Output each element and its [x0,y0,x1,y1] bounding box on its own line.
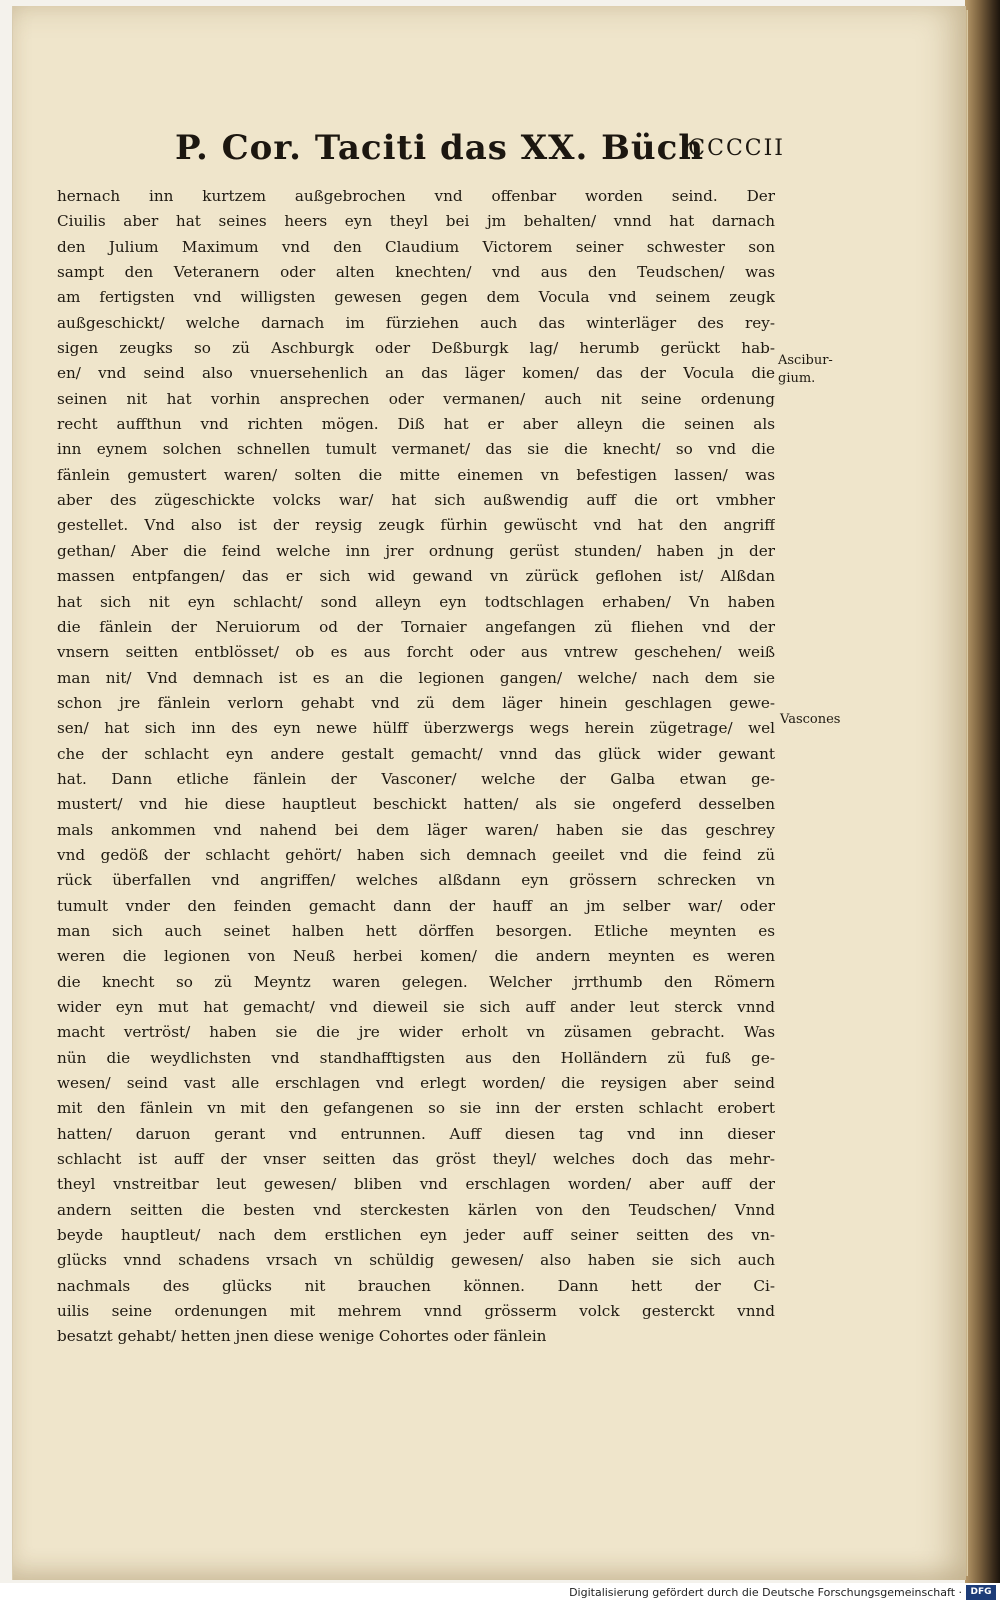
text-line: rück überfallen vnd angriffen/ welches alßdann eyn grössern schrecken vn [57,871,775,890]
text-line: am fertigsten vnd willigsten gewesen gegen dem Vocula vnd seinem zeugk [57,288,775,307]
text-line: theyl vnstreitbar leut gewesen/ bliben vnd erschlagen worden/ aber auff der [57,1175,775,1194]
text-line: inn eynem solchen schnellen tumult vermanet/ das sie die knecht/ so vnd die [57,440,775,459]
text-line: macht vertröst/ haben sie die jre wider erholt vn züsamen gebracht. Was [57,1023,775,1042]
text-line: nachmals des glücks nit brauchen können. Dann hett der Ci- [57,1276,775,1295]
running-head [175,128,785,180]
text-line: mustert/ vnd hie diese hauptleut beschickt hatten/ als sie ongeferd desselben [57,795,775,814]
text-line: fänlein gemustert waren/ solten die mitte einemen vn befestigen lassen/ was [57,465,775,484]
footer-bar [0,1583,1000,1603]
text-line: vnd gedöß der schlacht gehört/ haben sich demnach geeilet vnd die feind zü [57,845,775,864]
text-line: recht auffthun vnd richten mögen. Diß hat er aber alleyn die seinen als [57,415,775,434]
book-spine [965,0,1000,1583]
text-line: gestellet. Vnd also ist der reysig zeugk fürhin gewüscht vnd hat den angriff [57,516,775,535]
text-line: Ciuilis aber hat seines heers eyn theyl bei jm behalten/ vnnd hat darnach [57,212,775,231]
text-line: die fänlein der Neruiorum od der Tornaier angefangen zü fliehen vnd der [57,617,775,636]
text-line: wesen/ seind vast alle erschlagen vnd erlegt worden/ die reysigen aber seind [57,1074,775,1093]
text-line: che der schlacht eyn andere gestalt gemacht/ vnnd das glück wider gewant [57,744,775,763]
footer-credit: Digitalisierung gefördert durch die Deutsche Forschungsgemeinschaft · [569,1586,962,1599]
text-line: sen/ hat sich inn des eyn newe hülff überzwergs wegs herein zügetrage/ wel [57,719,775,738]
text-line: die knecht so zü Meyntz waren gelegen. Welcher jrrthumb den Römern [57,972,775,991]
dfg-logo: DFG [966,1585,996,1600]
text-line: mit den fänlein vn mit den gefangenen so sie inn der ersten schlacht erobert [57,1099,775,1118]
margin-note-vascones: Vascones [780,712,841,727]
text-line: schlacht ist auff der vnser seitten das gröst theyl/ welches doch das mehr- [57,1150,775,1169]
text-line: hat sich nit eyn schlacht/ sond alleyn eyn todtschlagen erhaben/ Vn haben [57,592,775,611]
text-line: nün die weydlichsten vnd standhafftigsten aus den Holländern zü fuß ge- [57,1048,775,1067]
text-line: tumult vnder den feinden gemacht dann der hauff an jm selber war/ oder [57,896,775,915]
text-line: sigen zeugks so zü Aschburgk oder Deßburgk lag/ herumb gerückt hab- [57,339,775,358]
text-line: uilis seine ordenungen mit mehrem vnnd grösserm volck gesterckt vnnd [57,1302,775,1321]
margin-note-line: gium. [778,371,816,386]
text-line: massen entpfangen/ das er sich wid gewand vn zürück geflohen ist/ Alßdan [57,567,775,586]
text-line: man sich auch seinet halben hett dörffen besorgen. Etliche meynten es [57,921,775,940]
margin-note-ascibur [778,352,833,388]
text-line: mals ankommen vnd nahend bei dem läger waren/ haben sie das geschrey [57,820,775,839]
text-line: weren die legionen von Neuß herbei komen/ die andern meynten es weren [57,947,775,966]
running-title: P. Cor. Taciti das XX. Büch [175,128,705,168]
main-text-block [57,184,775,1350]
text-line: aber des zügeschickte volcks war/ hat sich außwendig auff die ort vmbher [57,491,775,510]
text-line: sampt den Veteranern oder alten knechten/ vnd aus den Teudschen/ was [57,263,775,282]
text-line: hatten/ daruon gerant vnd entrunnen. Auff diesen tag vnd inn dieser [57,1124,775,1143]
text-line: schon jre fänlein verlorn gehabt vnd zü dem läger hinein geschlagen gewe- [57,693,775,712]
text-line: hernach inn kurtzem außgebrochen vnd offenbar worden seind. Der [57,187,775,205]
text-line: seinen nit hat vorhin ansprechen oder vermanen/ auch nit seine ordenung [57,389,775,408]
text-line: wider eyn mut hat gemacht/ vnd dieweil sie sich auff ander leut sterck vnnd [57,998,775,1016]
text-line: gethan/ Aber die feind welche inn jrer ordnung gerüst stunden/ haben jn der [57,541,775,560]
text-line: glücks vnnd schadens vrsach vn schüldig gewesen/ also haben sie sich auch [57,1251,775,1270]
text-line: den Julium Maximum vnd den Claudium Victorem seiner schwester son [57,237,775,256]
text-line: andern seitten die besten vnd sterckesten kärlen von den Teudschen/ Vnnd [57,1200,775,1219]
text-line: besatzt gehabt/ hetten jnen diese wenige Cohortes oder fänlein [57,1327,547,1346]
text-line: hat. Dann etliche fänlein der Vasconer/ welche der Galba etwan ge- [57,769,775,788]
text-line: en/ vnd seind also vnuersehenlich an das läger komen/ das der Vocula die [57,364,775,383]
margin-note-line: Ascibur- [778,353,833,368]
text-line: außgeschickt/ welche darnach im fürziehen auch das winterläger des rey- [57,313,775,332]
folio-number: CCCCII [688,136,785,161]
text-line: man nit/ Vnd demnach ist es an die legionen gangen/ welche/ nach dem sie [57,668,775,687]
text-line: beyde hauptleut/ nach dem erstlichen eyn jeder auff seiner seitten des vn- [57,1226,775,1245]
text-line: vnsern seitten entblösset/ ob es aus forcht oder aus vntrew geschehen/ weiß [57,643,775,662]
